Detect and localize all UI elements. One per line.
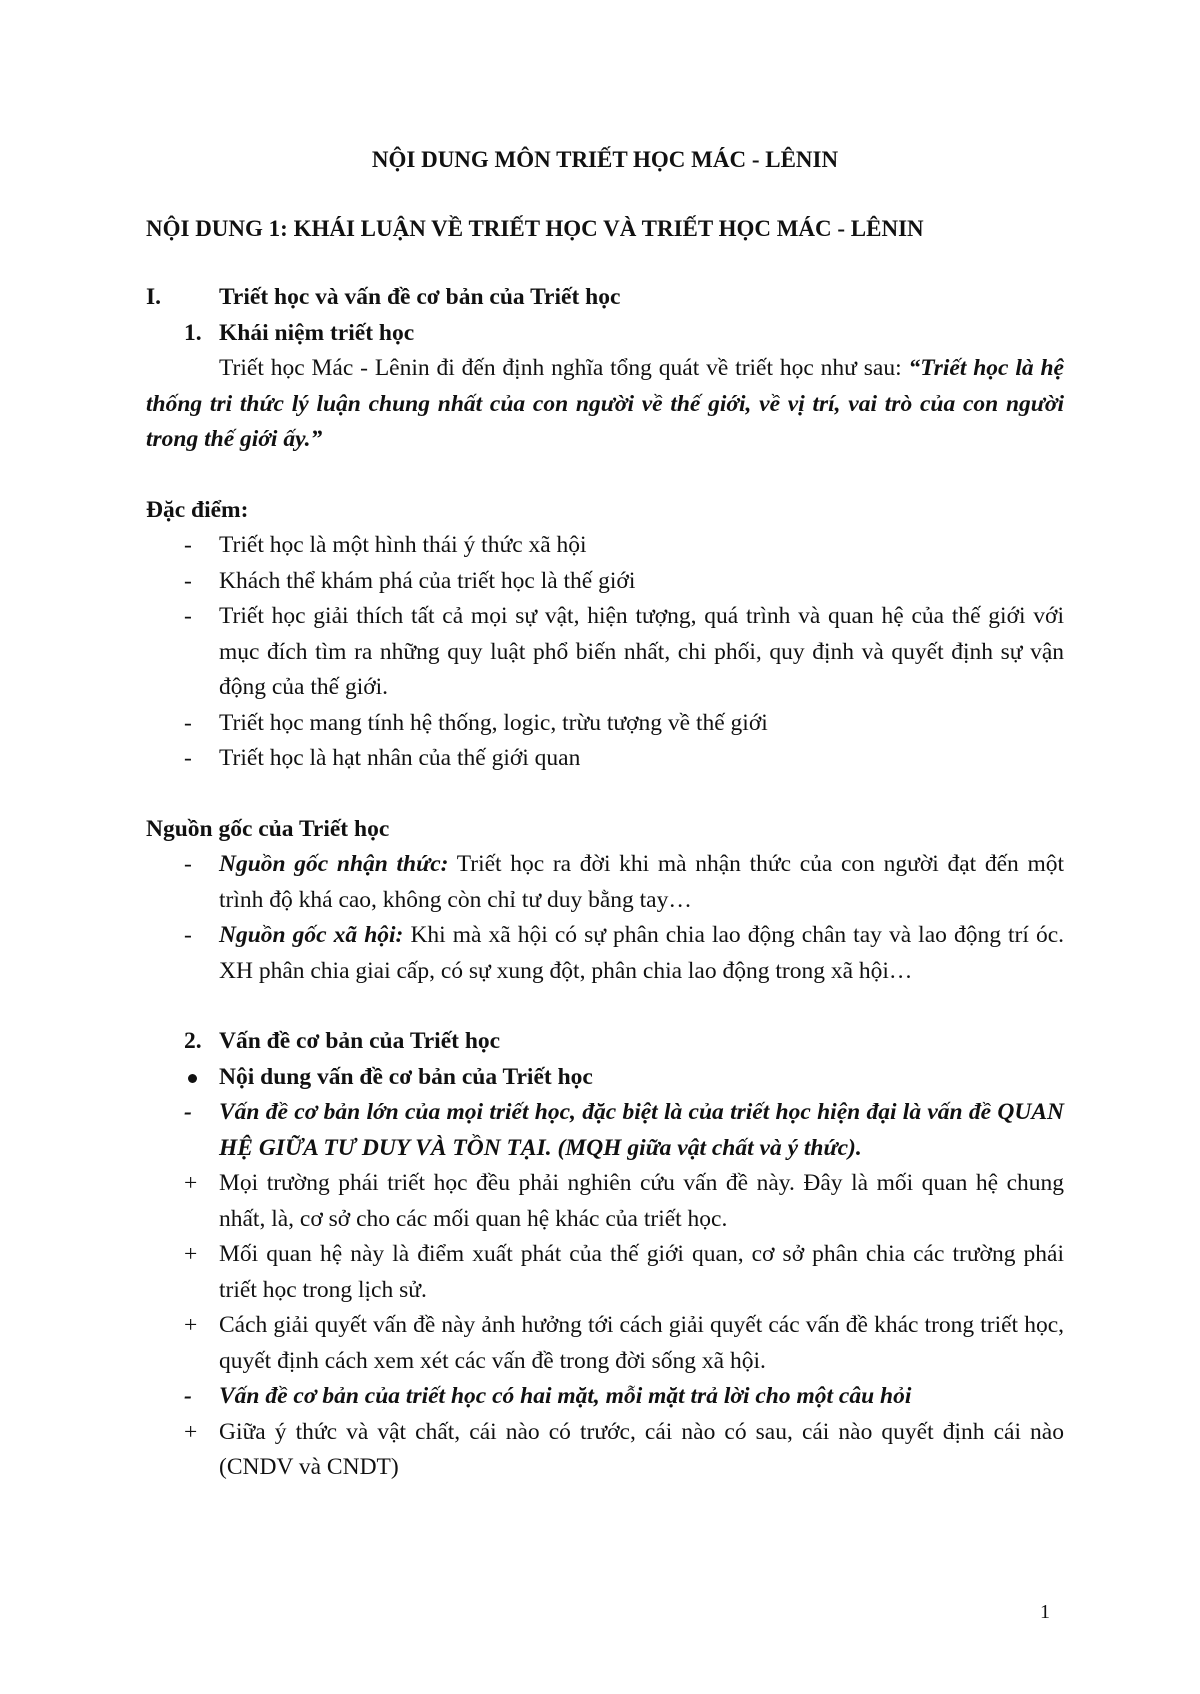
section-title: Triết học và vấn đề cơ bản của Triết học <box>219 284 621 310</box>
list-item <box>146 847 1064 918</box>
list-item-text: Cách giải quyết vấn đề này ảnh hưởng tới cách giải quyết các vấn đề khác trong triết học, quyết định cách xem xét các vấn đề trong đời sống xã hội. <box>219 1312 1064 1374</box>
subsection-title: Khái niệm triết học <box>219 319 415 346</box>
definition-intro: Triết học Mác - Lênin đi đến định nghĩa tổng quát về triết học như sau: <box>219 355 909 381</box>
origins-heading: Nguồn gốc của Triết học <box>146 815 390 842</box>
list-item-text <box>219 918 1064 989</box>
origins-list <box>146 847 1064 989</box>
basic-issue-list <box>146 1060 1064 1486</box>
dash-marker: - <box>184 1099 192 1125</box>
origin-text: Khi mà xã hội có sự phân chia lao động chân tay và lao động trí óc. XH phân chia giai cấp, có sự xung đột, phân chia lao động trong xã hội… <box>219 922 1064 984</box>
list-item-text: Triết học mang tính hệ thống, logic, trừu tượng về thế giới <box>219 709 768 736</box>
list-item <box>146 528 1064 564</box>
list-item <box>146 706 1064 742</box>
statement-text: Vấn đề cơ bản lớn của mọi triết học, đặc biệt là của triết học hiện đại là vấn đề QUAN HỆ GIỮA TƯ DUY VÀ TỒN TẠI. (MQH giữa vật chất và ý thức). <box>219 1099 1064 1161</box>
list-item <box>146 1237 1064 1308</box>
list-item-text: Triết học là hạt nhân của thế giới quan <box>219 745 581 771</box>
subsection-heading <box>146 1024 1064 1060</box>
definition-paragraph <box>146 351 1064 458</box>
list-item-text: Triết học giải thích tất cả mọi sự vật, hiện tượng, quá trình và quan hệ của thế giới với mục đích tìm ra những quy luật phổ biến nhất, chi phối, quy định và quyết định sự vận động của thế giới. <box>219 603 1064 700</box>
dash-marker: - <box>184 709 192 736</box>
document-title: NỘI DUNG MÔN TRIẾT HỌC MÁC - LÊNIN <box>371 147 839 172</box>
subsection-number: 2. <box>184 1028 202 1054</box>
list-item <box>146 1379 1064 1415</box>
dash-marker: - <box>184 567 192 594</box>
list-item <box>146 1308 1064 1379</box>
dash-marker: - <box>184 532 192 558</box>
list-item <box>146 1415 1064 1486</box>
subsection-title: Vấn đề cơ bản của Triết học <box>219 1028 501 1054</box>
plus-marker: + <box>184 1418 198 1445</box>
list-item-text <box>219 847 1064 918</box>
unit-title: NỘI DUNG 1: KHÁI LUẬN VỀ TRIẾT HỌC VÀ TRIẾT HỌC MÁC - LÊNIN <box>146 216 924 241</box>
bullet-title: Nội dung vấn đề cơ bản của Triết học <box>219 1063 593 1090</box>
list-item-text: Triết học là một hình thái ý thức xã hội <box>219 532 587 558</box>
dash-marker: - <box>184 603 192 629</box>
list-item-text: Mối quan hệ này là điểm xuất phát của thế giới quan, cơ sở phân chia các trường phái triết học trong lịch sử. <box>219 1241 1064 1303</box>
list-item <box>146 599 1064 706</box>
origin-label: Nguồn gốc xã hội: <box>219 922 404 948</box>
page-number: 1 <box>1040 1601 1050 1623</box>
subsection-heading <box>146 316 1064 352</box>
plus-marker: + <box>184 1312 198 1338</box>
characteristics-list <box>146 528 1064 777</box>
dash-marker: - <box>184 1383 192 1409</box>
list-item <box>146 564 1064 600</box>
list-item-text: Mọi trường phái triết học đều phải nghiên cứu vấn đề này. Đây là mối quan hệ chung nhất, là, cơ sở cho các mối quan hệ khác của triết học. <box>219 1170 1064 1232</box>
list-item-text: Giữa ý thức và vật chất, cái nào có trước, cái nào có sau, cái nào quyết định cái nào (CNDV và CNDT) <box>219 1418 1064 1480</box>
list-item <box>146 741 1064 777</box>
list-item <box>146 918 1064 989</box>
plus-marker: + <box>184 1170 198 1196</box>
section-heading <box>146 280 1064 316</box>
bullet-dot-icon <box>188 1074 197 1083</box>
statement-text: Vấn đề cơ bản của triết học có hai mặt, mỗi mặt trả lời cho một câu hỏi <box>219 1383 912 1409</box>
subsection-number: 1. <box>184 319 202 346</box>
characteristics-heading: Đặc điểm: <box>146 496 249 523</box>
list-item <box>146 1166 1064 1237</box>
definition-quote: “Triết học là hệ thống tri thức lý luận chung nhất của con người về thế giới, về vị trí, vai trò của con người trong thế giới ấy.” <box>146 355 1064 452</box>
list-item <box>146 1095 1064 1166</box>
dash-marker: - <box>184 851 192 877</box>
dash-marker: - <box>184 745 192 771</box>
dash-marker: - <box>184 922 192 948</box>
plus-marker: + <box>184 1241 198 1267</box>
bullet-marker <box>146 1060 219 1096</box>
section-number: I. <box>146 284 162 310</box>
origin-label: Nguồn gốc nhận thức: <box>219 851 449 877</box>
list-item-text: Khách thể khám phá của triết học là thế giới <box>219 567 636 594</box>
page-content <box>146 142 1064 1486</box>
list-item <box>146 1060 1064 1096</box>
origin-text: Triết học ra đời khi mà nhận thức của con người đạt đến một trình độ khá cao, không còn chỉ tư duy bằng tay… <box>219 851 1065 913</box>
